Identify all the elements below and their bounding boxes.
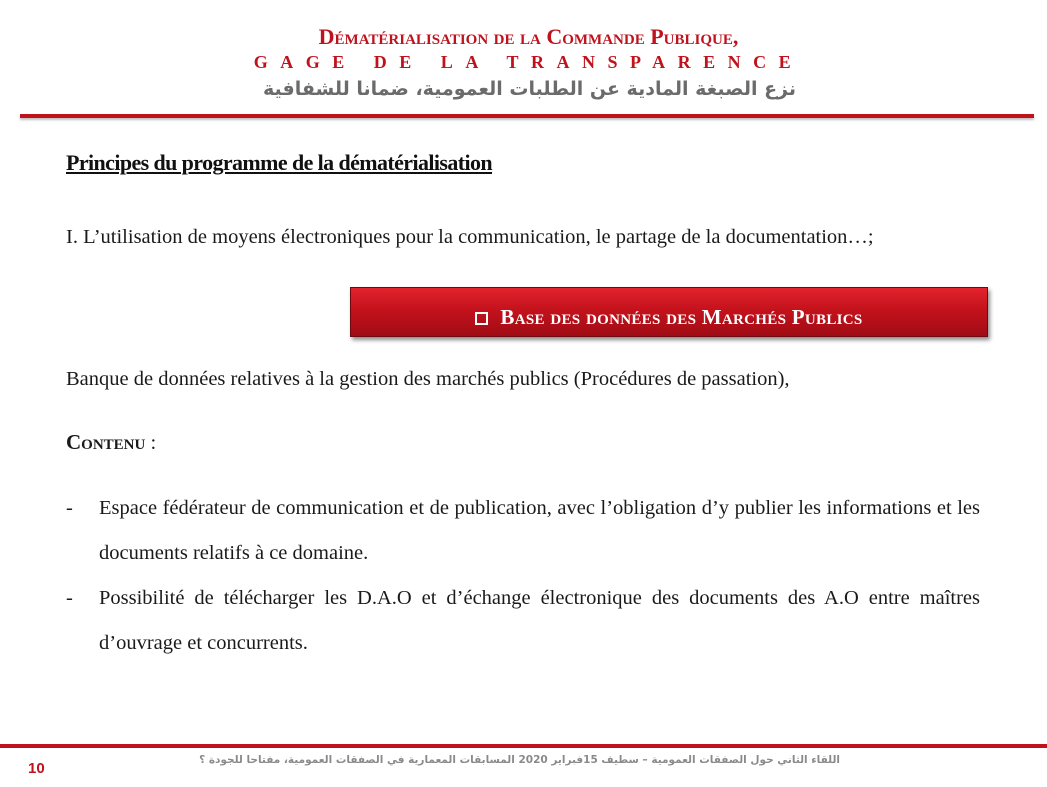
list-item	[66, 576, 980, 666]
header-title-ar: نزع الصبغة المادية عن الطلبات العمومية، ضمانا للشفافية	[262, 78, 797, 100]
header-subtitle-fr: GAGE DE LA TRANSPARENCE	[253, 52, 804, 72]
list-dash: -	[66, 497, 73, 519]
list-item-text: Possibilité de télécharger les D.A.O et d’échange électronique des documents des A.O entre maîtres d’ouvrage et concurrents.	[99, 587, 980, 654]
list-dash: -	[66, 587, 73, 609]
section-title: Principes du programme de la dématérialisation	[66, 150, 493, 175]
banner-content	[351, 305, 987, 330]
page-number: 10	[28, 760, 45, 777]
paragraph-database: Banque de données relatives à la gestion des marchés publics (Procédures de passation),	[66, 368, 790, 390]
checkbox-icon	[475, 312, 488, 325]
footer-divider	[0, 744, 1047, 748]
footer-text: اللقاء الثاني حول الصفقات العمومية – سطيف 15فبراير 2020 المسابقات المعمارية في الصفقات العمومية، مفتاحا للجودة ؟	[199, 754, 840, 766]
contenu-label: Contenu	[66, 430, 146, 454]
header-divider	[20, 114, 1034, 118]
banner-label: Base des données des Marchés Publics	[500, 305, 863, 329]
banner-box	[350, 287, 988, 337]
paragraph-principle-1: I. L’utilisation de moyens électroniques pour la communication, le partage de la documentation…;	[66, 226, 874, 248]
contenu-heading	[66, 420, 156, 466]
header-title-fr: Dématérialisation de la Commande Publique,	[318, 24, 739, 49]
contenu-suffix: :	[145, 432, 157, 454]
list-item	[66, 486, 980, 576]
list-item-text: Espace fédérateur de communication et de publication, avec l’obligation d’y publier les informations et les documents relatifs à ce domaine.	[99, 497, 980, 564]
